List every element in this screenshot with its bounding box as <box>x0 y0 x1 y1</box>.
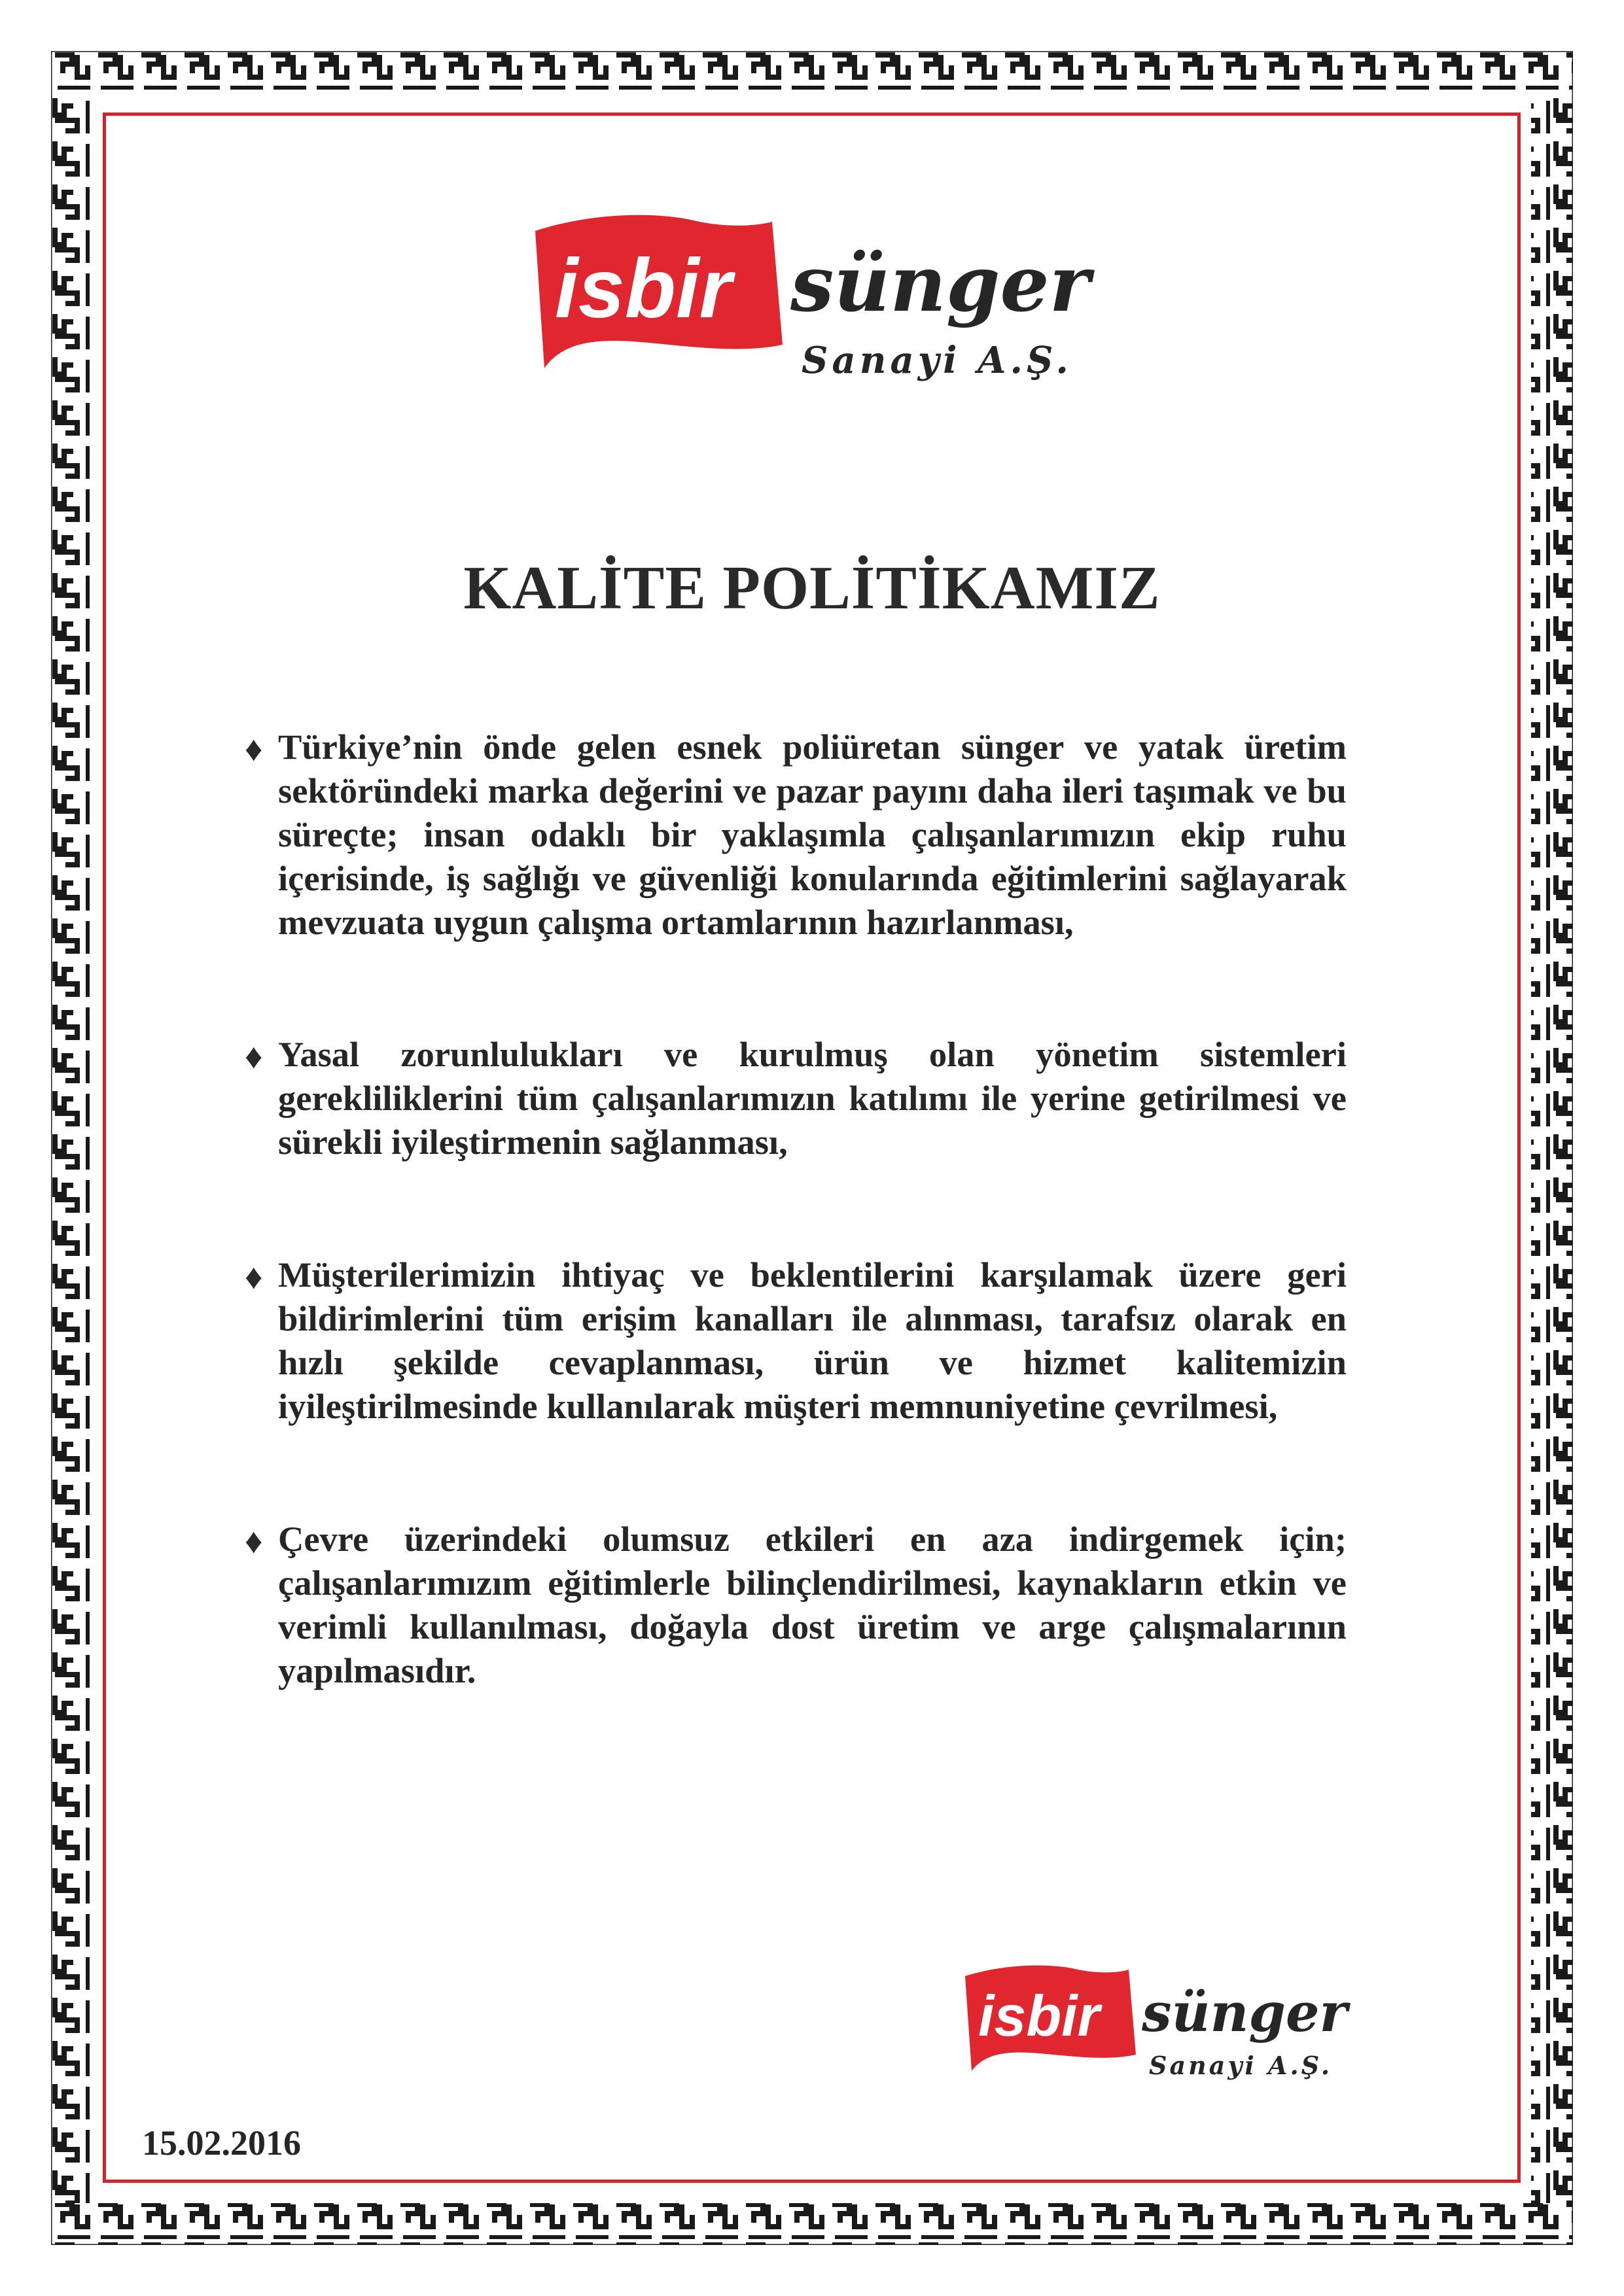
footer-logo <box>957 1959 1363 2090</box>
policy-text: Müşterilerimizin ihtiyaç ve beklentilerini karşılamak üzere geri bildirimlerini tüm erişim kanalları ile alınması, tarafsız olarak en hızlı şekilde cevaplanması, ürün ve hizmet kalitemizin iyileştirilmesinde kullanılarak müşteri memnuniyetine çevrilmesi, <box>278 1255 1347 1426</box>
diamond-bullet-icon: ♦ <box>245 1257 263 1296</box>
policy-text: Çevre üzerindeki olumsuz etkileri en aza indirgemek için; çalışanlarımızım eğitimlerle bilinçlendirilmesi, kaynakların etkin ve verimli kullanılması, doğayla dost üretim ve arge çalışmalarının yapılmasıdır. <box>278 1519 1347 1690</box>
brand-subtitle: Sanayi A.Ş. <box>1149 2051 1333 2080</box>
diamond-bullet-icon: ♦ <box>245 729 263 769</box>
policy-item <box>247 1253 1347 1428</box>
brand-black-text: sünger <box>790 238 1090 329</box>
policy-text: Türkiye’nin önde gelen esnek poliüretan sünger ve yatak üretim sektöründeki marka değerini ve pazar payını daha ileri taşımak ve bu süreçte; insan odaklı bir yaklaşımla çalışanlarımızın ekip ruhu içerisinde, iş sağlığı ve güvenliği konularında eğitimlerini sağlayarak mevzuata uygun çalışma ortamlarının hazırlanması, <box>278 727 1347 942</box>
header-logo <box>523 206 1112 396</box>
diamond-bullet-icon: ♦ <box>245 1037 263 1076</box>
brand-red-text: isbir <box>555 242 732 336</box>
brand-black-text: sünger <box>1142 1982 1348 2044</box>
company-logo-icon <box>957 1959 1363 2090</box>
policy-text: Yasal zorunlulukları ve kurulmuş olan yönetim sistemleri gerekliliklerini tüm çalışanlarımızın katılımı ile yerine getirilmesi ve sürekli iyileştirmenin sağlanması, <box>278 1034 1347 1162</box>
diamond-bullet-icon: ♦ <box>245 1522 263 1561</box>
document-date: 15.02.2016 <box>142 2123 301 2163</box>
page-title: KALİTE POLİTİKAMIZ <box>463 554 1161 622</box>
policy-item <box>247 1032 1347 1164</box>
brand-red-text: isbir <box>978 1983 1100 2048</box>
brand-subtitle: Sanayi A.Ş. <box>802 339 1072 382</box>
policy-item <box>247 725 1347 944</box>
company-logo-icon <box>523 206 1112 396</box>
policy-item <box>247 1517 1347 1692</box>
